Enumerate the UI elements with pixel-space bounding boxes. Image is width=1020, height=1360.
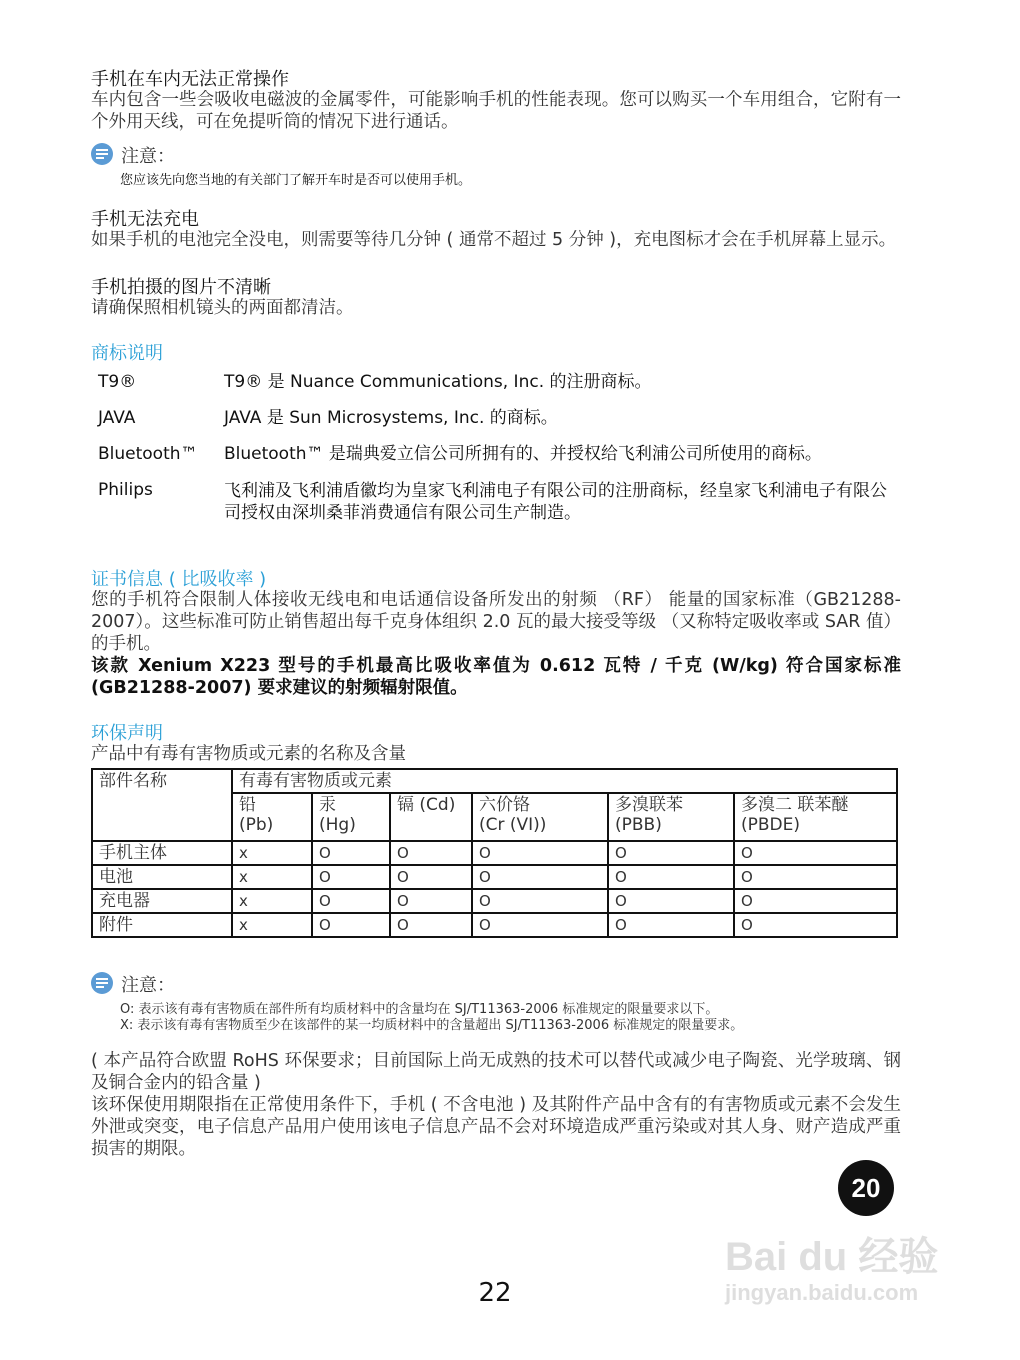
row-label: 充电器 [92,889,232,913]
trademark-desc: 飞利浦及飞利浦盾徽均为皇家飞利浦电子有限公司的注册商标，经皇家飞利浦电子有限公司授权由深圳桑菲消费通信有限公司生产制造。 [224,481,887,523]
table-row [92,913,897,937]
note-icon [91,972,113,994]
cell: O [472,865,608,889]
section-title: 手机无法充电 [91,209,199,230]
table-row [92,865,897,889]
cell: O [312,889,390,913]
note-label: 注意： [121,975,175,996]
cell: x [232,913,312,937]
cell: O [472,841,608,865]
table-row [92,889,897,913]
rohs-paragraph: ( 本产品符合欧盟 RoHS 环保要求；目前国际上尚无成熟的技术可以替代或减少电子陶瓷、光学玻璃、钢及铜合金内的铅含量 ) [91,1051,901,1093]
sar-heading: 证书信息 ( 比吸收率 ) [91,569,267,590]
column-header: 多溴联苯 (PBB) [608,793,734,841]
cell: x [232,889,312,913]
trademark-name: T9® [98,372,137,392]
trademark-name: Bluetooth™ [98,444,198,464]
cell: O [472,889,608,913]
cell: O [734,889,897,913]
cell: O [472,913,608,937]
trademark-desc: T9® 是 Nuance Communications, Inc. 的注册商标。 [224,372,652,392]
note-icon [91,143,113,165]
cell: O [734,841,897,865]
trademarks-table [98,372,893,524]
trademark-desc: Bluetooth™ 是瑞典爱立信公司所拥有的、并授权给飞利浦公司所使用的商标。 [224,444,822,464]
column-header: 六价铬 (Cr (VI)) [472,793,608,841]
sar-value: 该款 Xenium X223 型号的手机最高比吸收率值为 0.612 瓦特 / 千克 (W/kg) 符合国家标准 (GB21288-2007) 要求建议的射频辐射限值。 [91,656,901,698]
cell: O [390,889,472,913]
note-x: X: 表示该有毒有害物质至少在该部件的某一均质材料中的含量超出 SJ/T11363-2006 标准规定的限量要求。 [120,1018,744,1033]
period-paragraph: 该环保使用期限指在正常使用条件下，手机 ( 不含电池 ) 及其附件产品中含有的有害物质或元素不会发生外泄或突变，电子信息产品用户使用该电子信息产品不会对环境造成严重污染或对其人身、财产造成严重损害的期限。 [91,1095,901,1159]
cell: x [232,865,312,889]
trademark-name: JAVA [98,408,136,428]
cell: O [312,841,390,865]
paragraph: 车内包含一些会吸收电磁波的金属零件，可能影响手机的性能表现。您可以购买一个车用组合，它附有一个外用天线，可在免提听筒的情况下进行通话。 [91,90,901,132]
cell: x [232,841,312,865]
trademarks-heading: 商标说明 [91,343,163,364]
baidu-watermark: Bai du 经验 jingyan.baidu.com [725,1235,939,1305]
paragraph: 您的手机符合限制人体接收无线电和电话通信设备所发出的射频 （RF） 能量的国家标准（GB21288-2007）。这些标准可防止销售超出每千克身体组织 2.0 瓦的最大接受等级 （又称特定吸收率或 SAR 值）的手机。 [91,590,901,654]
note-o: O: 表示该有毒有害物质在部件所有均质材料中的含量均在 SJ/T11363-2006 标准规定的限量要求以下。 [120,1002,719,1017]
cell: O [734,865,897,889]
paragraph: 如果手机的电池完全没电，则需要等待几分钟 ( 通常不超过 5 分钟 )，充电图标才会在手机屏幕上显示。 [91,230,897,250]
epup-20-logo: 20 [838,1160,894,1216]
section-title: 手机在车内无法正常操作 [91,69,289,90]
cell: O [608,865,734,889]
section-title: 手机拍摄的图片不清晰 [91,277,271,298]
paragraph: 请确保照相机镜头的两面都清洁。 [91,298,354,318]
cell: O [608,889,734,913]
cell: O [312,913,390,937]
cell: O [312,865,390,889]
cell: O [734,913,897,937]
cell: O [390,865,472,889]
column-header: 镉 (Cd) [390,793,472,841]
column-header: 部件名称 [92,769,232,841]
row-label: 电池 [92,865,232,889]
table-row [92,841,897,865]
cell: O [608,841,734,865]
trademark-desc: JAVA 是 Sun Microsystems, Inc. 的商标。 [224,408,558,428]
table-caption: 产品中有毒有害物质或元素的名称及含量 [91,744,406,764]
note-text: 您应该先向您当地的有关部门了解开车时是否可以使用手机。 [120,173,472,188]
page-number: 22 [478,1278,512,1308]
column-header: 多溴二 联苯醚 (PBDE) [734,793,897,841]
trademark-name: Philips [98,480,153,500]
cell: O [390,841,472,865]
cell: O [608,913,734,937]
group-header: 有毒有害物质或元素 [232,769,897,793]
note-label: 注意： [121,146,175,167]
row-label: 手机主体 [92,841,232,865]
cell: O [390,913,472,937]
row-label: 附件 [92,913,232,937]
hazardous-substance-table [91,768,898,938]
column-header: 汞 (Hg) [312,793,390,841]
env-heading: 环保声明 [91,723,163,744]
column-header: 铅 (Pb) [232,793,312,841]
